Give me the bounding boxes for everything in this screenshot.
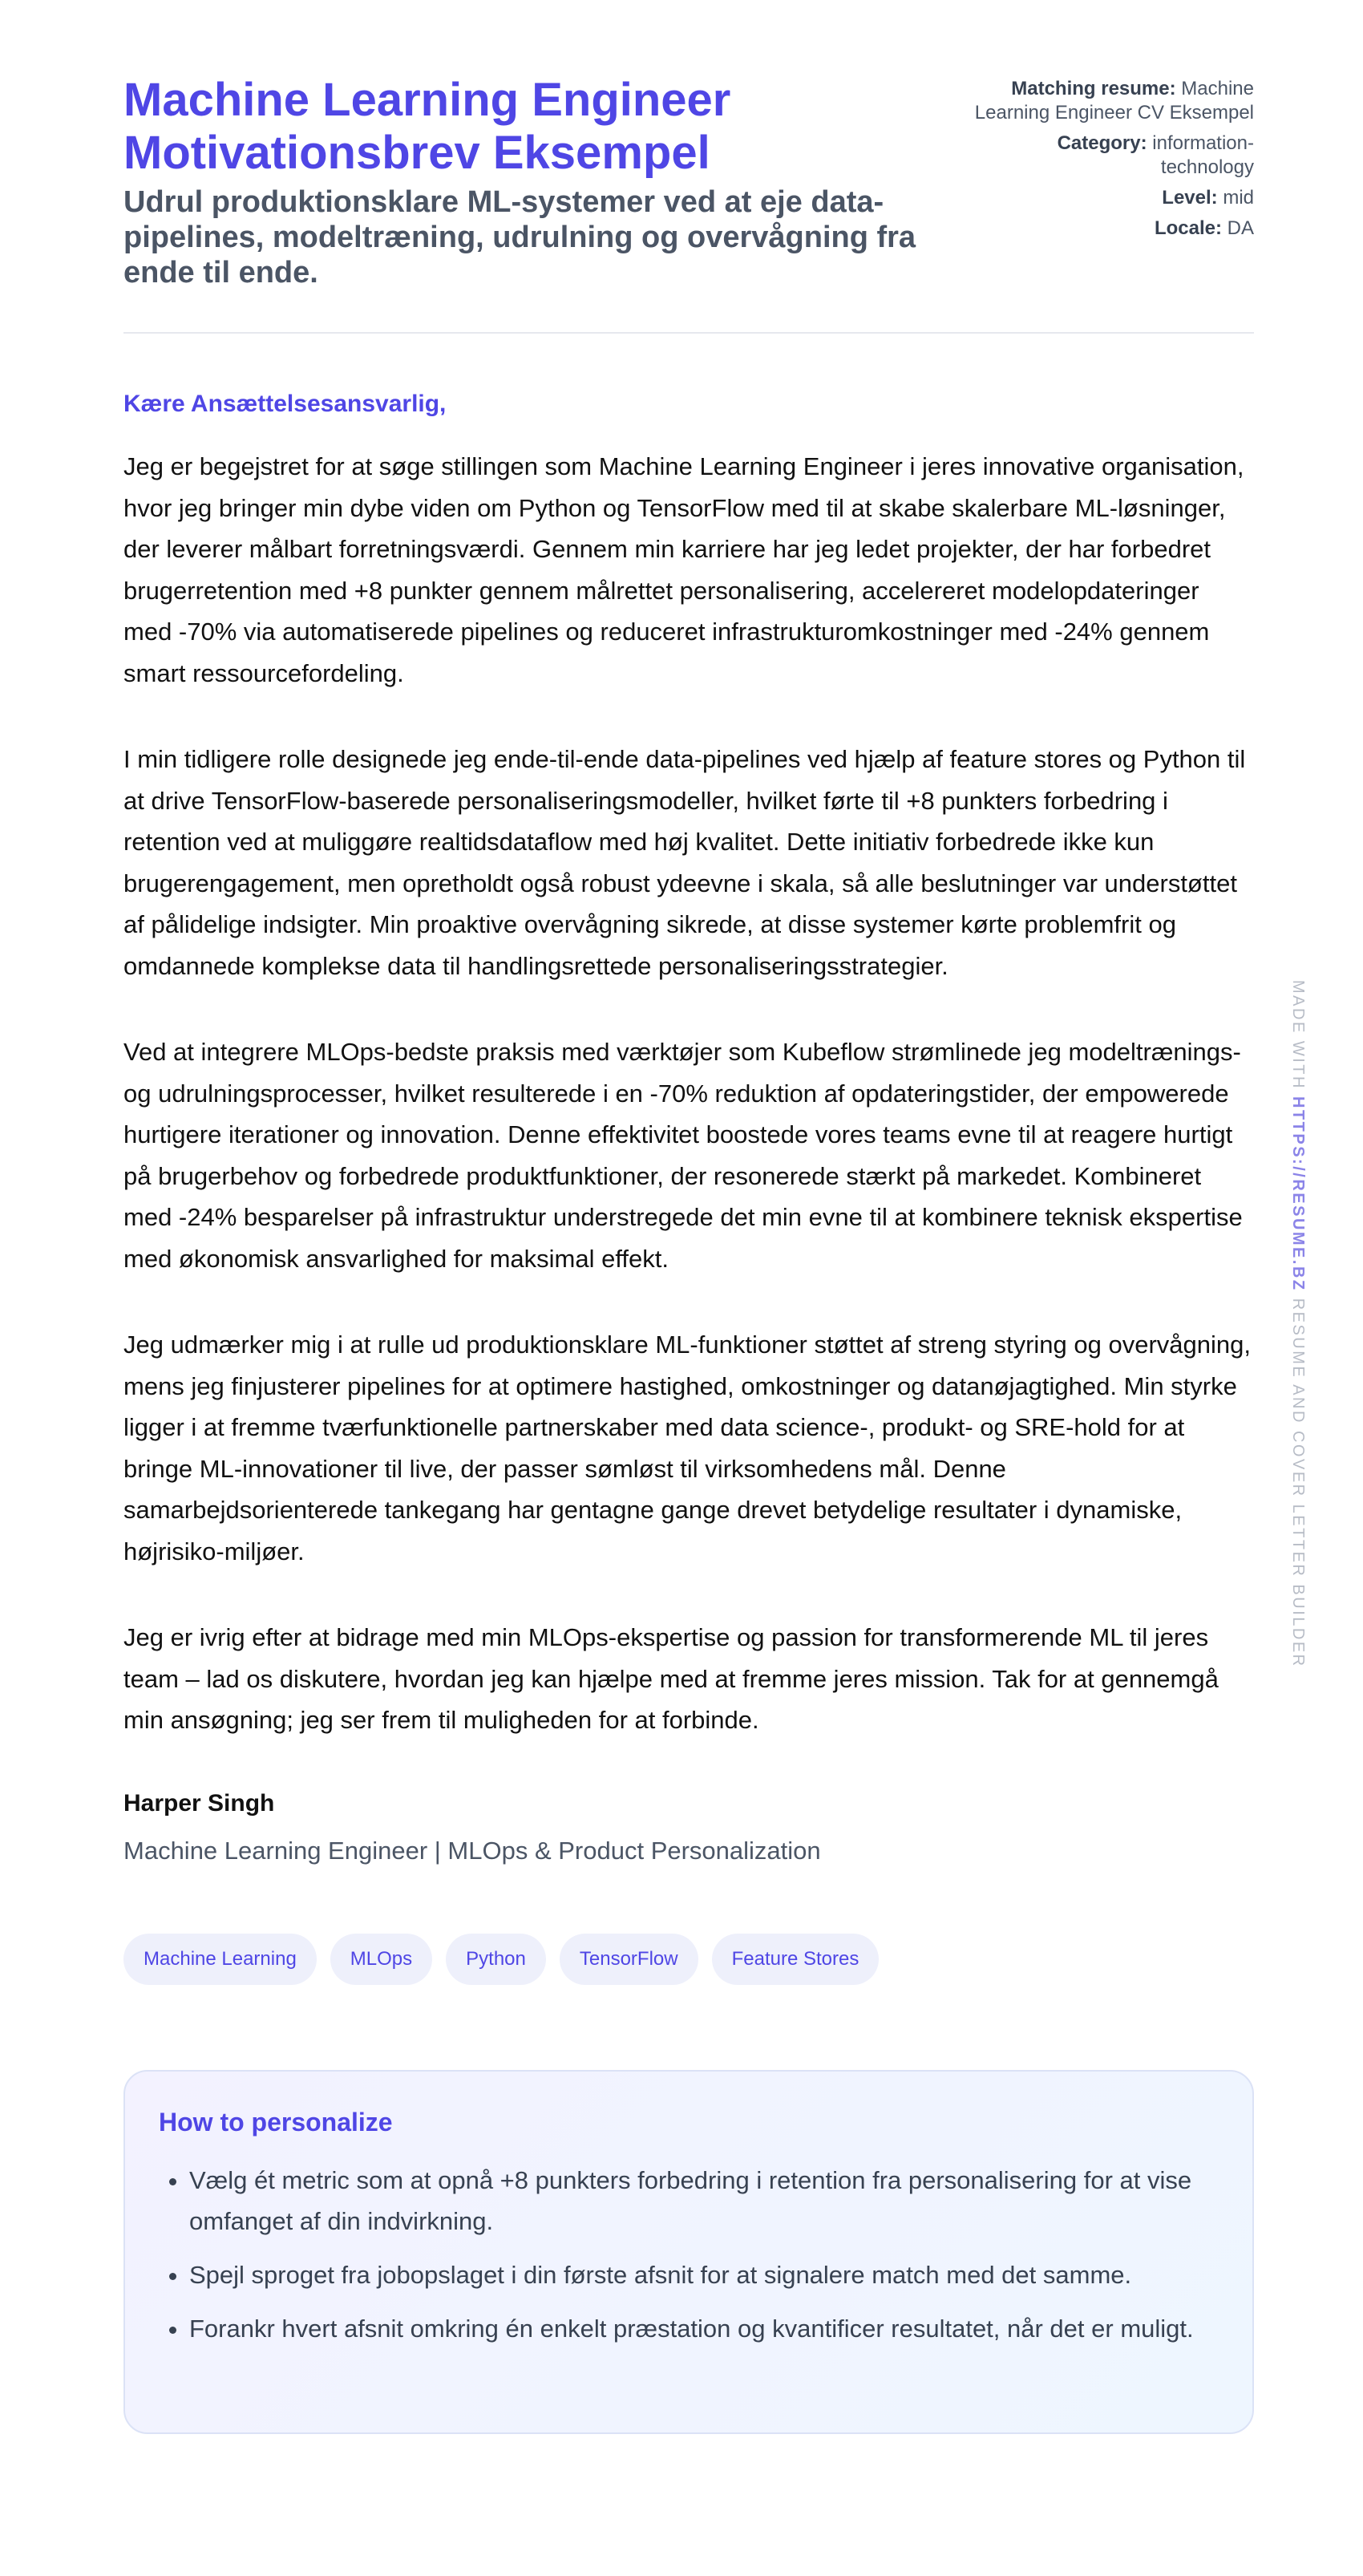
tips-title: How to personalize: [159, 2107, 393, 2137]
signature-role: Machine Learning Engineer | MLOps & Product Personalization: [123, 1836, 821, 1865]
meta-label: Category:: [1057, 132, 1147, 154]
tip-item: • Forankr hvert afsnit omkring én enkelt præstation og kvantificer resultatet, når det er muligt.: [189, 2308, 1219, 2349]
signature-name: Harper Singh: [123, 1789, 275, 1817]
meta-label: Locale:: [1154, 217, 1222, 239]
builder-credit: [1288, 980, 1307, 1668]
letter-paragraph: Ved at integrere MLOps-bedste praksis med værktøjer som Kubeflow strømlinede jeg modeltrænings- og udrulningsprocesser, hvilket resulterede i en -70% reduktion af opdateringstider, der empowerede hurtigere iterationer og innovation. Denne effektivitet boostede vores teams evne til at reagere hurtigt på brugerbehov og forbedrede produktfunktioner, der resonerede stærkt på markedet. Kombineret med -24% besparelser på infrastruktur understregede det min evne til at kombinere teknisk ekspertise med økonomisk ansvarlighed for maksimal effekt.: [123, 1038, 1243, 1273]
skill-tag: Machine Learning: [123, 1934, 317, 1985]
letter-header: [123, 74, 1254, 334]
letter-paragraph: I min tidligere rolle designede jeg ende-til-ende data-pipelines ved hjælp af feature stores og Python til at drive TensorFlow-baserede personaliseringsmodeller, hvilket førte til +8 punkters forbedring i retention ved at muliggøre realtidsdataflow med høj kvalitet. Dette initiativ forbedrede ikke kun brugerengagement, men opretholdt også robust ydeevne i skala, så alle beslutninger var understøttet af pålidelige indsigter. Min proaktive overvågning sikrede, at disse systemer kørte problemfrit og omdannede komplekse data til handlingsrettede personaliseringsstrategier.: [123, 745, 1246, 980]
credit-prefix: MADE WITH: [1289, 980, 1307, 1090]
tip-item: • Vælg ét metric som at opnå +8 punkters forbedring i retention fra personalisering for at vise omfanget af din indvirkning.: [189, 2160, 1219, 2242]
meta-locale: [965, 217, 1254, 241]
credit-link[interactable]: HTTPS://RESUME.BZ: [1289, 1096, 1307, 1292]
page-subtitle: Udrul produktionsklare ML-systemer ved at eje data-pipelines, modeltræning, udrulning og overvågning fra ende til ende.: [123, 185, 916, 290]
meta-level: [965, 186, 1254, 210]
letter-body: [123, 446, 1254, 1741]
meta-category: [965, 132, 1254, 180]
skill-tag: TensorFlow: [560, 1934, 698, 1985]
letter-paragraph: Jeg er ivrig efter at bidrage med min MLOps-ekspertise og passion for transformerende ML til jeres team – lad os diskutere, hvordan jeg kan hjælpe med at fremme jeres mission. Tak for at gennemgå min ansøgning; jeg ser frem til muligheden for at forbinde.: [123, 1623, 1219, 1734]
meta-matching-resume: [965, 77, 1254, 125]
letter-paragraph: Jeg udmærker mig i at rulle ud produktionsklare ML-funktioner støttet af streng styring og overvågning, mens jeg finjusterer pipelines for at optimere hastighed, omkostninger og datanøjagtighed. Min styrke ligger i at fremme tværfunktionelle partnerskaber med data science-, produkt- og SRE-hold for at bringe ML-innovationer til live, der passer sømløst til virksomhedens mål. Denne samarbejdsorienterede tankegang har gentagne gange drevet betydelige resultater i dynamiske, højrisiko-miljøer.: [123, 1331, 1251, 1565]
letter-paragraph: Jeg er begejstret for at søge stillingen som Machine Learning Engineer i jeres innovative organisation, hvor jeg bringer min dybe viden om Python og TensorFlow med til at skabe skalerbare ML-løsninger, der leverer målbart forretningsværdi. Gennem min karriere har jeg ledet projekter, der har forbedret brugerretention med +8 punkter gennem målrettet personalisering, accelereret modelopdateringer med -70% via automatiserede pipelines og reduceret infrastrukturomkostninger med -24% gennem smart ressourcefordeling.: [123, 452, 1244, 687]
salutation: Kære Ansættelsesansvarlig,: [123, 391, 447, 417]
metadata-panel: [965, 77, 1254, 247]
meta-value: Machine Learning Engineer CV Eksempel: [974, 78, 1254, 124]
meta-value: DA: [1227, 217, 1254, 239]
meta-label: Matching resume:: [1011, 78, 1176, 99]
tips-list: [159, 2160, 1219, 2349]
meta-value: mid: [1223, 187, 1254, 209]
personalize-tips-card: [123, 2070, 1254, 2434]
letter-page: [123, 74, 1254, 2434]
skill-tag: Feature Stores: [712, 1934, 880, 1985]
skill-tag: Python: [446, 1934, 546, 1985]
credit-suffix: RESUME AND COVER LETTER BUILDER: [1289, 1298, 1307, 1668]
meta-label: Level:: [1162, 187, 1218, 209]
meta-value: information-technology: [1152, 132, 1254, 178]
skill-tags: [123, 1934, 1254, 1985]
skill-tag: MLOps: [330, 1934, 432, 1985]
tip-item: • Spejl sproget fra jobopslaget i din første afsnit for at signalere match med det samme.: [189, 2254, 1219, 2295]
page-title: Machine Learning Engineer Motivationsbrev Eksempel: [123, 74, 731, 179]
